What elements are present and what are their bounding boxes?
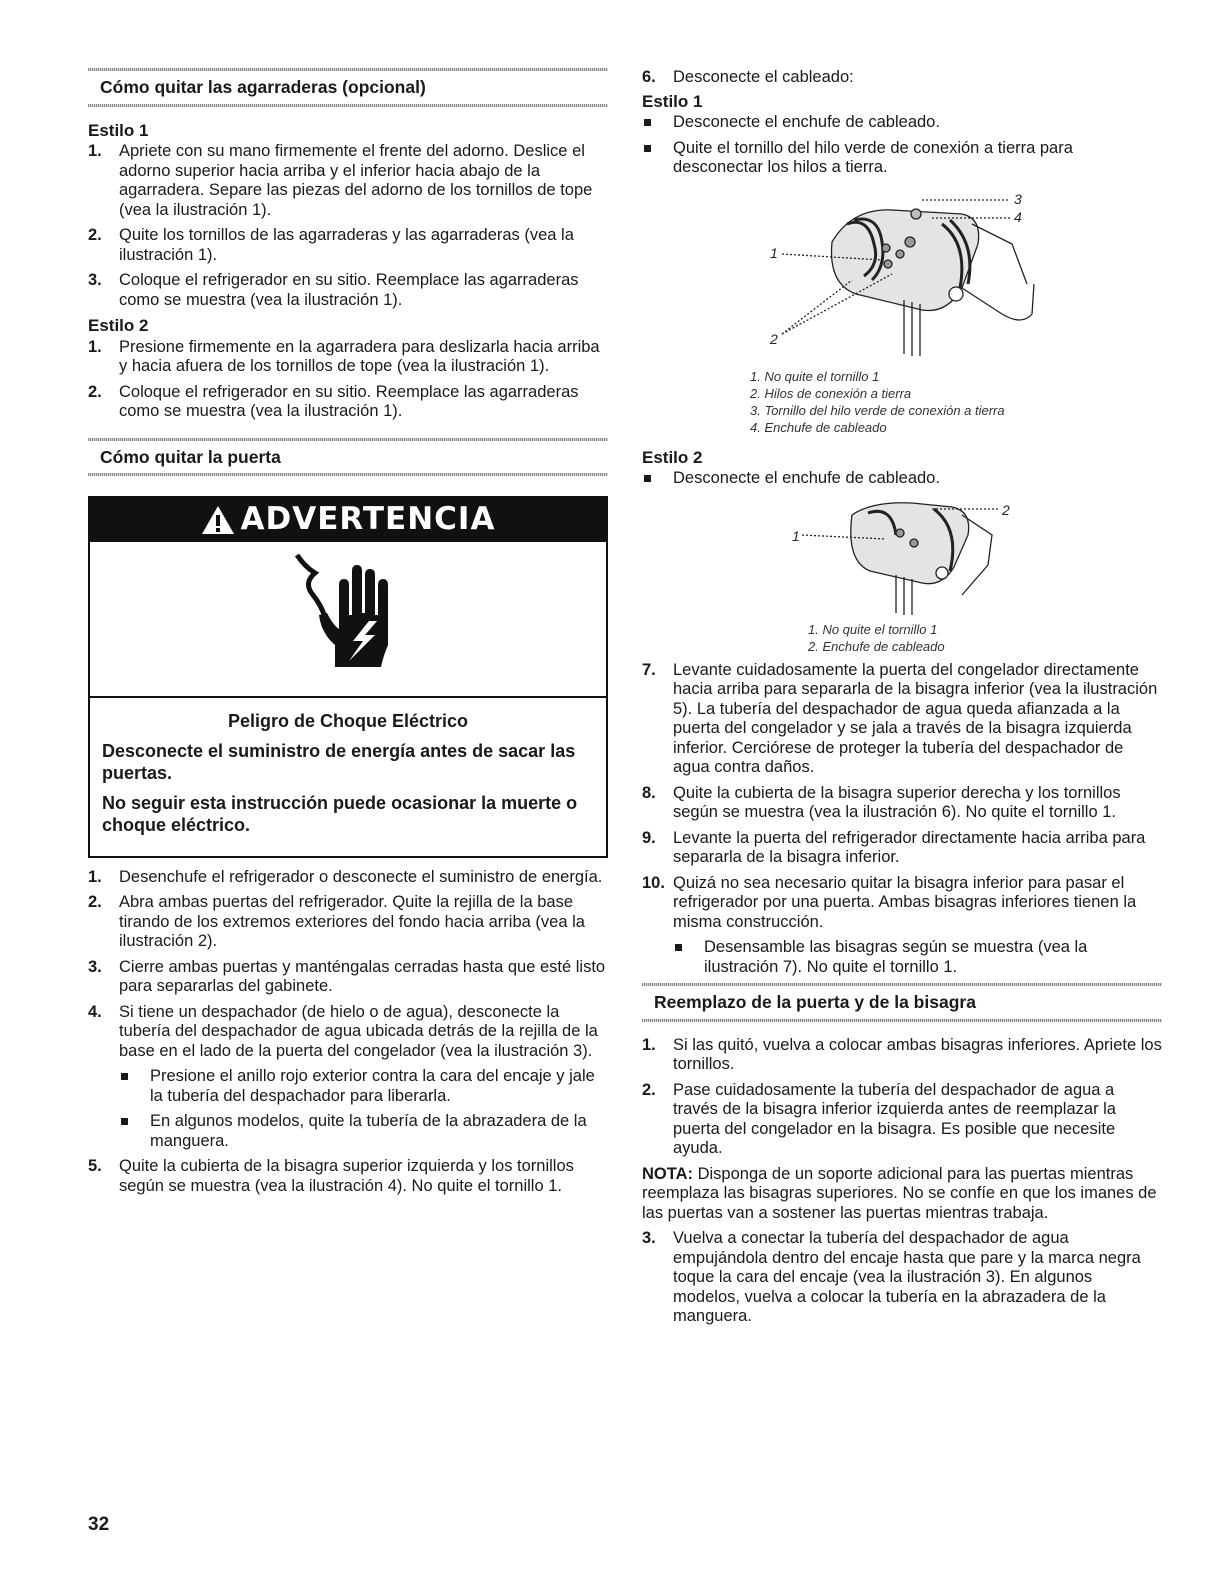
- step-text: Cierre ambas puertas y manténgalas cerradas hasta que esté listo para separarlas del gabinete.: [119, 957, 606, 995]
- bullet-icon: [121, 1118, 128, 1125]
- figure-captions-style1: [642, 368, 1162, 436]
- step-number: 2.: [88, 382, 102, 401]
- list-item: [88, 271, 608, 310]
- warning-title: ADVERTENCIA: [240, 501, 496, 538]
- bullet-text: En algunos modelos, quite la tubería de la abrazadera de la manguera.: [150, 1112, 587, 1150]
- step-text: Quite la cubierta de la bisagra superior izquierda y los tornillos según se muestra (vea la ilustración 4). No quite el tornillo 1.: [119, 1157, 574, 1195]
- figure-captions-style2: [642, 621, 1162, 655]
- section-header-handles: [88, 68, 608, 107]
- bullet-item: [642, 469, 1162, 489]
- bullet-item: [119, 1112, 608, 1151]
- section-title: Reemplazo de la puerta y de la bisagra: [654, 992, 976, 1012]
- step-text: Si las quitó, vuelva a colocar ambas bisagras inferiores. Apriete los tornillos.: [673, 1035, 1162, 1073]
- list-item: [88, 383, 608, 422]
- caption: 1. No quite el tornillo 1: [750, 368, 880, 384]
- replace-step3: [642, 1229, 1162, 1327]
- list-item: [88, 338, 608, 377]
- list-item: [88, 868, 608, 888]
- step-number: 1.: [88, 142, 102, 160]
- caption: 4. Enchufe de cableado: [750, 419, 887, 435]
- step-number: 7.: [642, 660, 656, 679]
- bullet-icon: [121, 1073, 128, 1080]
- bullet-icon: [644, 145, 651, 152]
- bullet-icon: [644, 119, 651, 126]
- step-text: Levante la puerta del refrigerador directamente hacia arriba para separarla de la bisagra inferior.: [673, 828, 1146, 866]
- door-steps: [88, 868, 608, 1197]
- caption: 1. No quite el tornillo 1: [808, 621, 938, 637]
- warning-box: [88, 496, 608, 858]
- list-item: [88, 226, 608, 265]
- bullet-icon: [644, 475, 651, 482]
- step-text: Coloque el refrigerador en su sitio. Reemplace las agarraderas como se muestra (vea la ilustración 1).: [119, 271, 579, 309]
- bullet-item: [642, 139, 1162, 178]
- section-header-replace: [642, 983, 1162, 1022]
- step4-bullets: [119, 1067, 608, 1151]
- bullet-item: [119, 1067, 608, 1106]
- figure-label: 1: [792, 527, 800, 544]
- list-item: [642, 1036, 1162, 1075]
- caption: 2. Hilos de conexión a tierra: [750, 385, 912, 401]
- left-column: [88, 68, 608, 1202]
- wiring-diagram-1: [642, 184, 1162, 364]
- bullet-text: Presione el anillo rojo exterior contra la cara del encaje y jale la tubería del despachador para liberarla.: [150, 1067, 595, 1105]
- step-number: 2.: [642, 1080, 656, 1099]
- page-number: 32: [88, 1514, 110, 1535]
- step-number: 1.: [88, 337, 102, 356]
- bullet-text: Desconecte el enchufe de cableado.: [673, 469, 940, 487]
- step-text: Abra ambas puertas del refrigerador. Quite la rejilla de la base tirando de los extremos exteriores del fondo hacia arriba (vea la ilustración 2).: [119, 893, 585, 950]
- step-number: 1.: [88, 867, 102, 886]
- figure-label: 2: [1002, 501, 1010, 518]
- step-number: 3.: [88, 271, 102, 289]
- subheading-style1: Estilo 1: [642, 91, 703, 111]
- warning-message-2: No seguir esta instrucción puede ocasionar la muerte o choque eléctrico.: [102, 792, 578, 835]
- step-text: Levante cuidadosamente la puerta del congelador directamente hacia arriba para separarla de la bisagra inferior (vea la ilustración 5). La tubería del despachador de agua queda afianzada a la puerta del congelador y se jala a través de la bisagra izquierda inferior. Cerciórese de proteger la tubería del despachador de agua contra daños.: [673, 660, 1158, 776]
- step-text: Quite los tornillos de las agarraderas y las agarraderas (vea la ilustración 1).: [119, 226, 574, 264]
- step-text: Desenchufe el refrigerador o desconecte el suministro de energía.: [119, 867, 603, 886]
- bullet-text: Desensamble las bisagras según se muestra (vea la ilustración 7). No quite el tornillo 1.: [704, 938, 1088, 976]
- step-number: 4.: [88, 1002, 102, 1021]
- step-text: Quizá no sea necesario quitar la bisagra inferior para pasar el refrigerador por una puerta. Ambas bisagras inferiores tienen la misma construcción.: [673, 873, 1137, 931]
- step-text: Quite la cubierta de la bisagra superior derecha y los tornillos según se muestra (vea la ilustración 6). No quite el tornillo 1.: [673, 783, 1121, 821]
- step-text: Coloque el refrigerador en su sitio. Reemplace las agarraderas como se muestra (vea la ilustración 1).: [119, 382, 579, 420]
- wiring-illustration-style1: [642, 184, 1162, 364]
- list-item: [642, 1081, 1162, 1159]
- caption: 2. Enchufe de cableado: [808, 638, 945, 654]
- section-title: Cómo quitar las agarraderas (opcional): [100, 77, 426, 97]
- note-paragraph: [642, 1165, 1162, 1224]
- electric-shock-hand-icon: [283, 549, 413, 689]
- subheading-style2: Estilo 2: [642, 447, 703, 467]
- caption: 3. Tornillo del hilo verde de conexión a tierra: [750, 402, 1005, 418]
- warning-text: [90, 698, 606, 856]
- bullet-item: [642, 113, 1162, 133]
- subheading-style2: Estilo 2: [88, 316, 149, 335]
- bullet-icon: [675, 944, 682, 951]
- step-number: 6.: [642, 68, 656, 86]
- warning-triangle-icon: [201, 505, 235, 535]
- step-number: 3.: [88, 957, 102, 976]
- step-text: Si tiene un despachador (de hielo o de agua), desconecte la tubería del despachador de agua ubicada detrás de la rejilla de la base en el lado de la puerta del congelador (vea la ilustración 3).: [119, 1002, 598, 1060]
- step-number: 9.: [642, 828, 656, 847]
- style2-steps: [88, 338, 608, 422]
- style2-bullets: [642, 469, 1162, 489]
- step6: [642, 68, 1162, 88]
- wiring-illustration-style2: [642, 495, 1162, 617]
- bullet-item: [673, 938, 1162, 977]
- right-column: [642, 68, 1162, 1333]
- warning-image: [90, 542, 606, 698]
- list-item: [88, 1157, 608, 1196]
- step-text: Pase cuidadosamente la tubería del despachador de agua a través de la bisagra inferior izquierda antes de reemplazar la puerta del congelador en la bisagra. Es posible que necesite ayuda.: [673, 1080, 1116, 1157]
- step-number: 5.: [88, 1157, 102, 1175]
- step-number: 3.: [642, 1229, 656, 1247]
- right-steps: [642, 661, 1162, 978]
- style1-steps: [88, 142, 608, 310]
- style1-bullets: [642, 113, 1162, 178]
- section-title: Cómo quitar la puerta: [100, 446, 281, 467]
- step-text: Desconecte el cableado:: [673, 68, 854, 86]
- list-item: [642, 68, 1162, 88]
- figure-label: 2: [770, 330, 778, 347]
- wiring-diagram-2: [642, 495, 1162, 617]
- step-number: 8.: [642, 783, 656, 802]
- list-item: [642, 661, 1162, 778]
- warning-header: [90, 498, 606, 542]
- step-text: Vuelva a conectar la tubería del despachador de agua empujándola dentro del encaje hasta que pare y la marca negra toque la cara del encaje (vea la ilustración 3). En algunos modelos, vuelva a colocar la tubería en la abrazadera de la manguera.: [673, 1229, 1141, 1325]
- list-item: [642, 1229, 1162, 1327]
- warning-message-1: Desconecte el suministro de energía antes de sacar las puertas.: [102, 740, 576, 783]
- list-item: [88, 958, 608, 997]
- danger-label: Peligro de Choque Eléctrico: [227, 711, 469, 731]
- replace-steps: [642, 1036, 1162, 1159]
- list-item: [88, 142, 608, 220]
- figure-label: 4: [1014, 208, 1022, 225]
- note-text: Disponga de un soporte adicional para las puertas mientras reemplaza las bisagras superiores. No se confíe en que los imanes de las puertas van a sostener las puertas mientras trabaja.: [642, 1164, 1157, 1222]
- bullet-text: Desconecte el enchufe de cableado.: [673, 113, 940, 131]
- list-item: [88, 893, 608, 952]
- list-item: [88, 1003, 608, 1152]
- list-item: [642, 829, 1162, 868]
- figure-label: 3: [1014, 190, 1022, 207]
- section-header-door: [88, 438, 608, 477]
- step-text: Presione firmemente en la agarradera para deslizarla hacia arriba y hacia afuera de los tornillos de tope (vea la ilustración 1).: [119, 337, 600, 375]
- list-item: [642, 784, 1162, 823]
- step10-bullets: [673, 938, 1162, 977]
- step-number: 10.: [642, 873, 665, 892]
- bullet-text: Quite el tornillo del hilo verde de conexión a tierra para desconectar los hilos a tierra.: [673, 138, 1073, 176]
- step-number: 1.: [642, 1035, 656, 1054]
- figure-label: 1: [770, 244, 778, 261]
- list-item: [642, 874, 1162, 978]
- step-number: 2.: [88, 893, 102, 911]
- step-text: Apriete con su mano firmemente el frente del adorno. Deslice el adorno superior hacia arriba y el inferior hacia abajo de la agarradera. Separe las piezas del adorno de los tornillos de tope (vea la ilustración 1).: [119, 142, 593, 219]
- step-number: 2.: [88, 226, 102, 244]
- note-label: NOTA:: [642, 1164, 694, 1183]
- subheading-style1: Estilo 1: [88, 120, 149, 140]
